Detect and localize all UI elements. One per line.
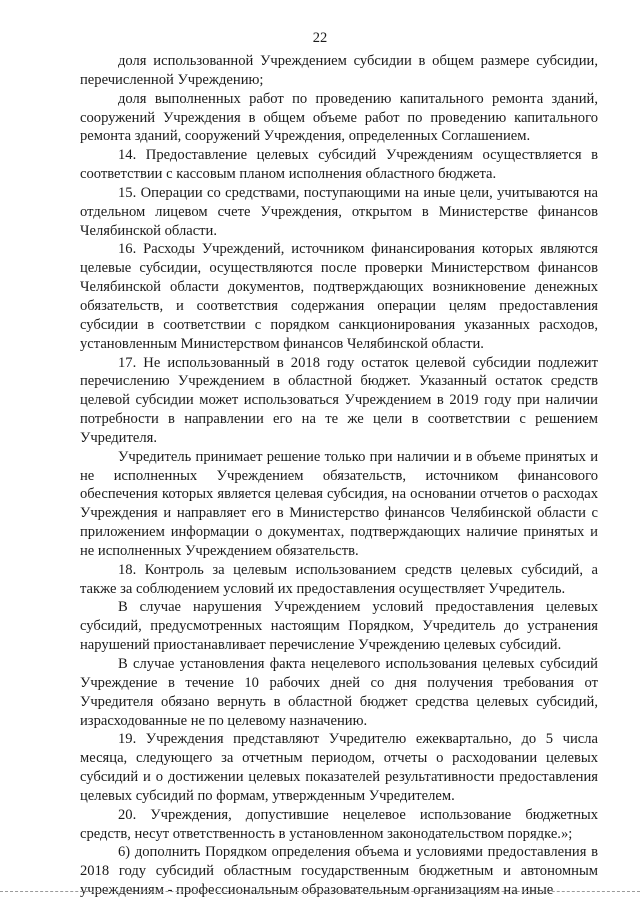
paragraph: 19. Учреждения представляют Учредителю ежеквартально, до 5 числа месяца, следующего за отчетным периодом, отчеты о расходовании целевых субсидий и о достижении целевых показателей результативности предоставления целевых субсидий по формам, утвержденным Учредителем.: [80, 731, 598, 804]
paragraph: 20. Учреждения, допустившие нецелевое использование бюджетных средств, несут ответственность в установленном законодательством порядке.»;: [80, 806, 598, 842]
paragraph: В случае нарушения Учреждением условий предоставления целевых субсидий, предусмотренных настоящим Порядком, Учредитель до устранения нарушений приостанавливает перечисление Учреждению целевых субсидий.: [80, 599, 598, 654]
page-number: 22: [312, 30, 328, 46]
paragraph: 15. Операции со средствами, поступающими на иные цели, учитываются на отдельном лицевом счете Учреждения, открытом в Министерстве финансов Челябинской области.: [80, 184, 598, 239]
document-body: [80, 52, 598, 900]
paragraph: доля использованной Учреждением субсидии в общем размере субсидии, перечисленной Учреждению;: [80, 53, 598, 88]
paragraph: 18. Контроль за целевым использованием средств целевых субсидий, а также за соблюдением условий их предоставления осуществляет Учредитель.: [80, 561, 598, 597]
paragraph: 16. Расходы Учреждений, источником финансирования которых являются целевые субсидии, осуществляются после проверки Министерством финансов Челябинской области документов, подтверждающих возникновение денежных обязательств, и соответствия содержания операции целям предоставления субсидии в соответствии с порядком санкционирования указанных расходов, установленным Министерством финансов Челябинской области.: [80, 241, 598, 352]
paragraph: 17. Не использованный в 2018 году остаток целевой субсидии подлежит перечислению Учреждением в областной бюджет. Указанный остаток средств целевой субсидии может использоваться Учреждением в 2019 году при наличии потребности в направлении его на те же цели в соответствии с решением Учредителя.: [80, 354, 598, 446]
paragraph: 14. Предоставление целевых субсидий Учреждениям осуществляется в соответствии с кассовым планом исполнения областного бюджета.: [80, 147, 598, 183]
paragraph: 6) дополнить Порядком определения объема и условиями предоставления в 2018 году субсидий областным государственным бюджетным и автономным учреждениям - профессиональным образовательным организациям на иные: [80, 844, 598, 899]
paragraph: В случае установления факта нецелевого использования целевых субсидий Учреждение в течение 10 рабочих дней со дня получения требования от Учредителя обязано вернуть в областной бюджет средства целевых субсидий, израсходованные не по целевому назначению.: [80, 656, 598, 729]
paragraph: Учредитель принимает решение только при наличии и в объеме принятых и не исполненных Учреждением обязательств, источником финансового обеспечения которых является целевая субсидия, на основании отчетов о расходах Учреждения и направляет его в Министерство финансов Челябинской области с приложением информации о документах, подтверждающих наличие принятых и не исполненных Учреждением обязательств.: [80, 448, 598, 559]
paragraph: доля выполненных работ по проведению капитального ремонта зданий, сооружений Учреждения в общем объеме работ по проведению капитального ремонта зданий, сооружений Учреждения, определенных Соглашением.: [80, 90, 598, 145]
page-bottom-divider: [0, 891, 640, 892]
